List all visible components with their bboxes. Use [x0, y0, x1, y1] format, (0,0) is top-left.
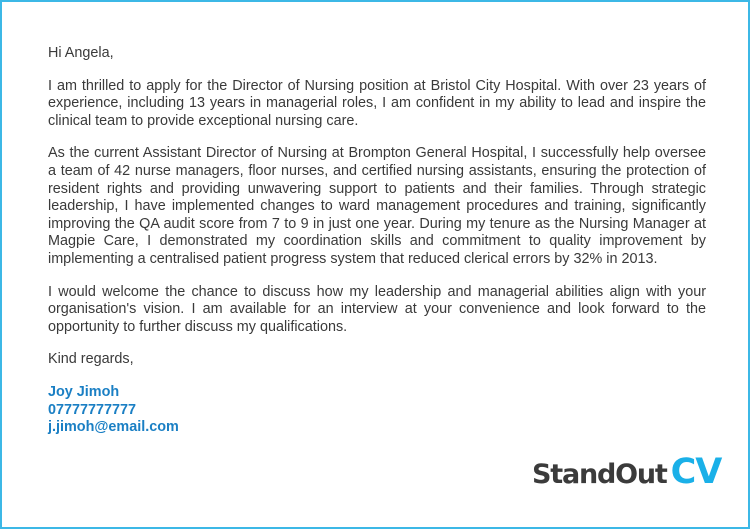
signature-name: Joy Jimoh: [48, 383, 120, 400]
paragraph-closing: I would welcome the chance to discuss how my leadership and managerial abilities align with your organisation's vision. I am available for an interview at your convenience and look forward to the opportunity to further discuss my qualifications.: [48, 283, 706, 335]
closing: Kind regards,: [48, 351, 134, 368]
greeting: Hi Angela,: [48, 45, 114, 61]
paragraph-intro: I am thrilled to apply for the Director of Nursing position at Bristol City Hospital. With over 23 years of experience, including 13 years in managerial roles, I am confident in my ability to lead and inspire the clinical team to provide exceptional nursing care.: [48, 77, 706, 129]
paragraph-experience: As the current Assistant Director of Nursing at Brompton General Hospital, I successfully help oversee a team of 42 nurse managers, floor nurses, and certified nursing assistants, ensuring the protection of resident rights and providing unwavering support to patients and their families. Through strategic leadership, I have implemented changes to ward management procedures and training, significantly improving the QA audit score from 7 to 9 in just one year. During my tenure as the Nursing Manager at Magpie Care, I demonstrated my coordination skills and commitment to quality improvement by implementing a centralised patient progress system that reduced clerical errors by 32% in 2013.: [48, 145, 706, 267]
logo-text-cv: CV: [670, 452, 722, 492]
standout-cv-logo: [532, 452, 721, 492]
cover-letter: [48, 45, 706, 437]
signature-phone: 07777777777: [48, 401, 137, 418]
logo-text-standout: StandOut: [532, 459, 667, 490]
signature-email: j.jimoh@email.com: [48, 419, 179, 436]
